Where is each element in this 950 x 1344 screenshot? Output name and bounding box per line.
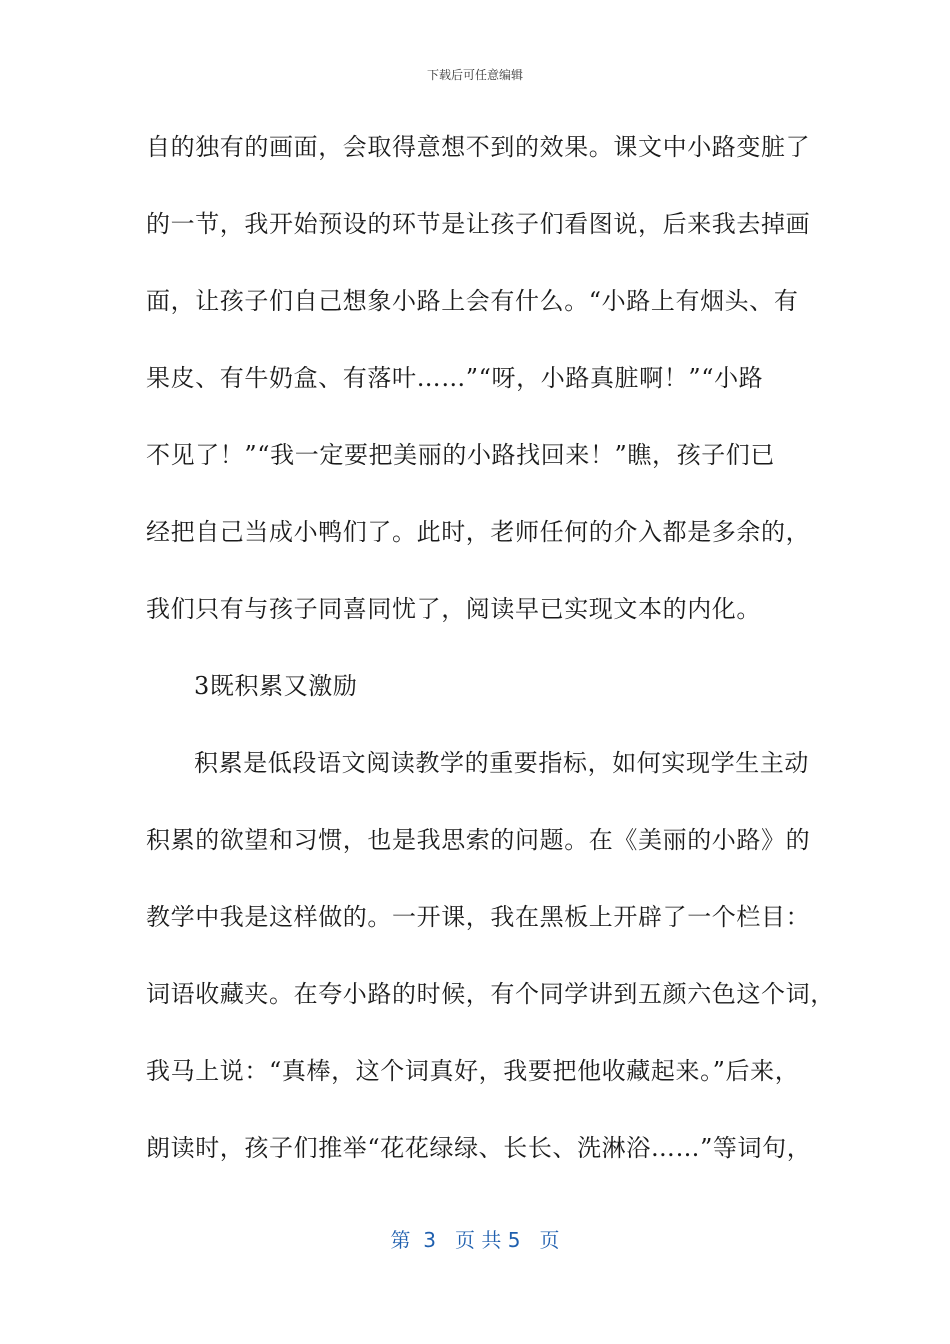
paragraph-line: 果皮、有牛奶盒、有落叶……”“呀，小路真脏啊！”“小路 — [146, 364, 764, 392]
paragraph-line: 经把自己当成小鸭们了。此时，老师任何的介入都是多余的， — [146, 518, 811, 546]
paragraph-line: 的一节，我开始预设的环节是让孩子们看图说，后来我去掉画 — [146, 210, 811, 238]
page-header: 下载后可任意编辑 — [426, 68, 523, 82]
paragraph-line: 自的独有的画面，会取得意想不到的效果。课文中小路变脏了 — [146, 133, 811, 161]
paragraph-line: 不见了！”“我一定要把美丽的小路找回来！”瞧，孩子们已 — [146, 441, 776, 469]
paragraph-line: 我马上说：“真棒，这个词真好，我要把他收藏起来。”后来， — [146, 1057, 800, 1085]
paragraph-line: 我们只有与孩子同喜同忧了，阅读早已实现文本的内化。 — [146, 595, 761, 623]
paragraph-line: 面，让孩子们自己想象小路上会有什么。“小路上有烟头、有 — [146, 287, 799, 315]
document-body — [146, 124, 835, 1202]
paragraph-line: 积累的欲望和习惯，也是我思索的问题。在《美丽的小路》的 — [146, 826, 811, 854]
paragraph-line: 教学中我是这样做的。一开课，我在黑板上开辟了一个栏目： — [146, 903, 811, 931]
paragraph-line: 积累是低段语文阅读教学的重要指标，如何实现学生主动 — [194, 749, 809, 777]
page-number-footer: 第 3 页 共 5 页 — [390, 1228, 560, 1252]
paragraph-line: 词语收藏夹。在夸小路的时候，有个同学讲到五颜六色这个词， — [146, 980, 835, 1008]
section-heading: 3既积累又激励 — [194, 672, 358, 700]
paragraph-line: 朗读时，孩子们推举“花花绿绿、长长、洗淋浴……”等词句， — [146, 1134, 812, 1162]
